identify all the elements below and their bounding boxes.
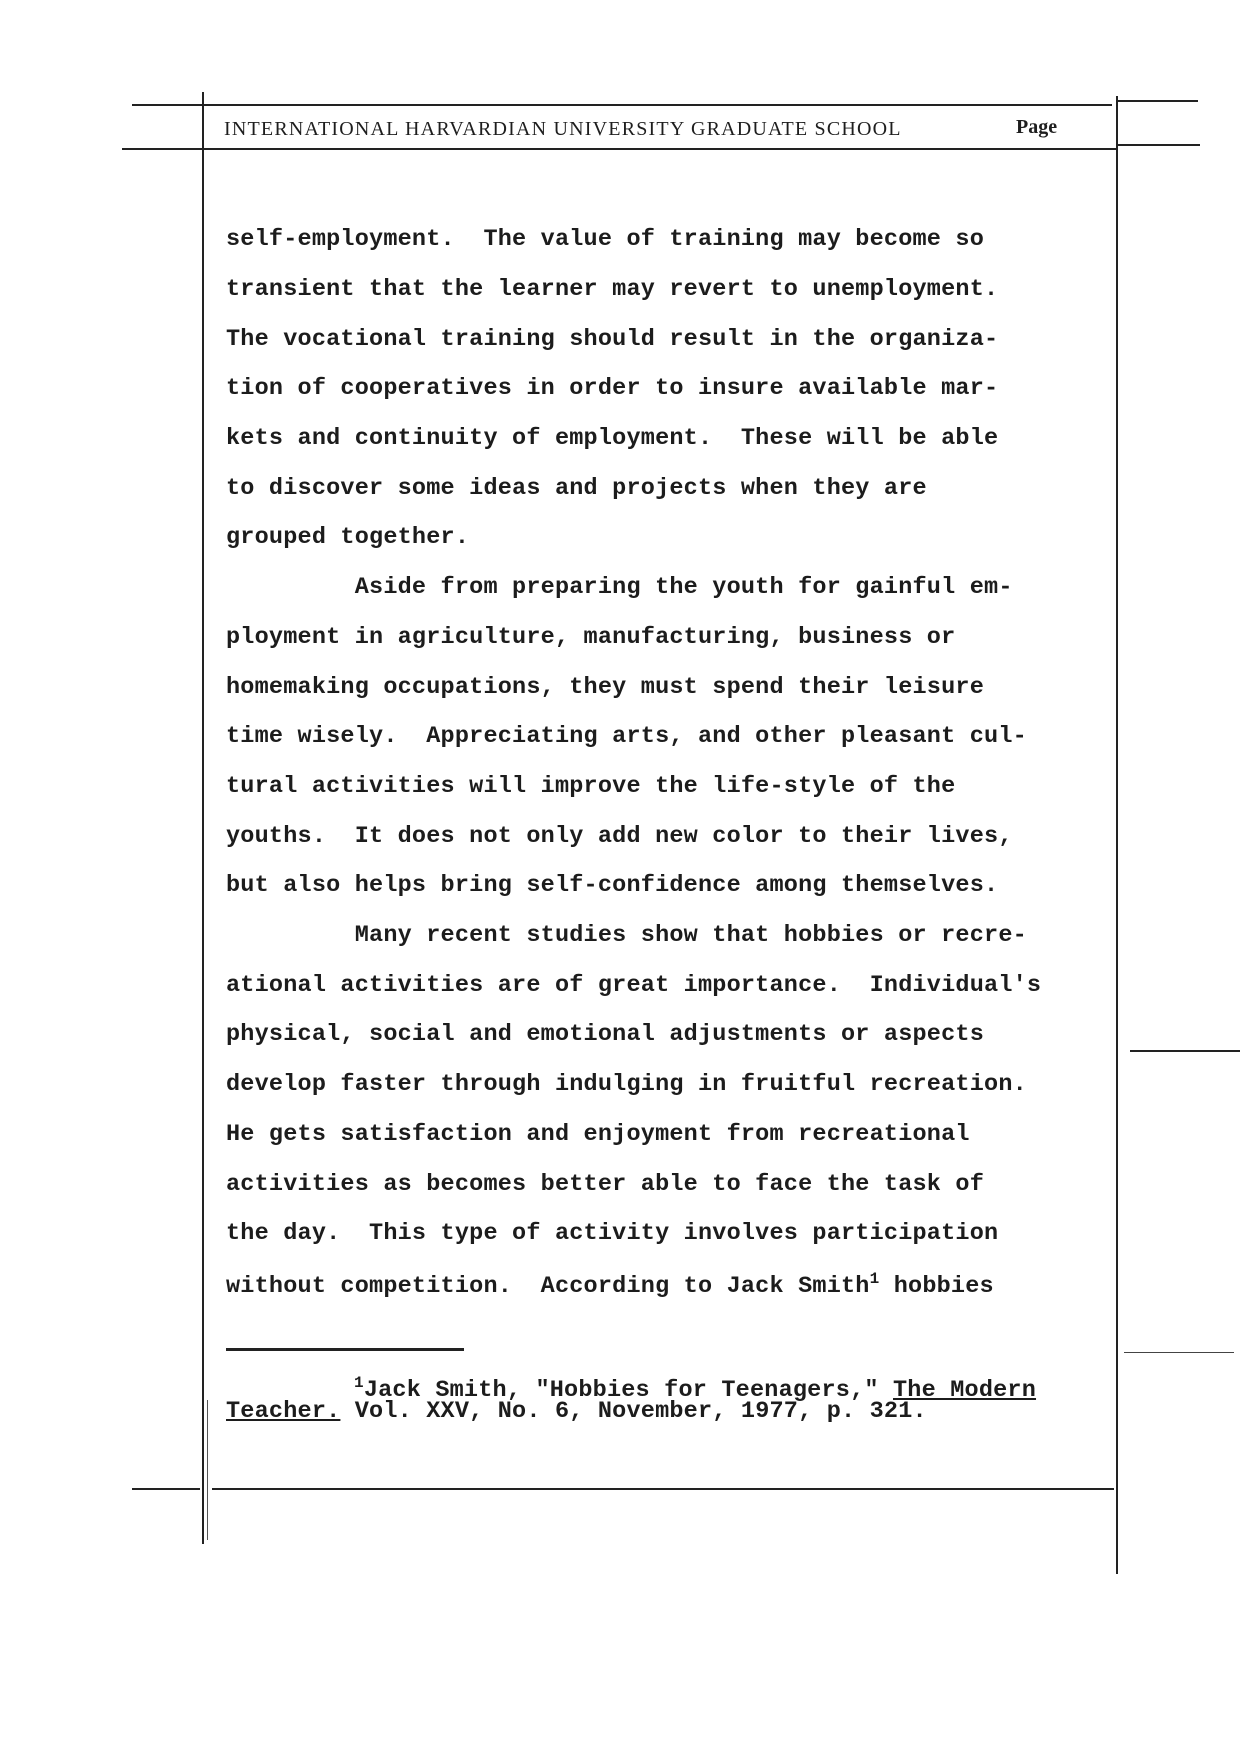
body-line: activities as becomes better able to face the task of: [226, 1171, 985, 1198]
footnote-separator: [226, 1348, 464, 1351]
top-rule-right: [1118, 100, 1198, 102]
top-rule-left: [132, 104, 202, 106]
body-line: He gets satisfaction and enjoyment from recreational: [226, 1121, 970, 1148]
header-title: INTERNATIONAL HARVARDIAN UNIVERSITY GRADUATE SCHOOL: [224, 118, 902, 140]
body-line: grouped together.: [226, 524, 470, 551]
bottom-rule: [212, 1488, 1114, 1490]
footnote-marker: 1: [354, 1374, 364, 1392]
page-label: Page: [1016, 116, 1058, 138]
left-margin-line-inner: [207, 1400, 208, 1540]
footnote-line-2: [226, 1398, 927, 1425]
body-line: develop faster through indulging in fruitful recreation.: [226, 1071, 1027, 1098]
body-line: the day. This type of activity involves participation: [226, 1220, 999, 1247]
body-line-text: without competition. According to Jack Smith: [226, 1272, 870, 1300]
body-line: Many recent studies show that hobbies or recre-: [226, 922, 1027, 949]
body-line: youths. It does not only add new color to their lives,: [226, 823, 1013, 850]
body-line-last: [226, 1270, 994, 1300]
body-line: self-employment. The value of training may become so: [226, 226, 985, 253]
body-line: ational activities are of great importance. Individual's: [226, 972, 1042, 999]
body-line: The vocational training should result in the organiza-: [226, 326, 999, 353]
body-line: to discover some ideas and projects when they are: [226, 475, 927, 502]
header-bottom-rule-right: [1118, 144, 1200, 146]
body-line: time wisely. Appreciating arts, and other pleasant cul-: [226, 723, 1027, 750]
footnote-journal-title: The Modern: [893, 1376, 1037, 1404]
left-margin-line: [202, 92, 204, 1544]
body-line: kets and continuity of employment. These will be able: [226, 425, 999, 452]
body-line: Aside from preparing the youth for gainful em-: [226, 574, 1013, 601]
header-bottom-rule: [122, 148, 1116, 150]
right-side-rule-2: [1124, 1352, 1234, 1353]
footnote-text: Jack Smith, "Hobbies for Teenagers,": [363, 1376, 893, 1404]
body-line: homemaking occupations, they must spend their leisure: [226, 674, 985, 701]
body-line-tail: hobbies: [879, 1272, 994, 1300]
top-rule: [204, 104, 1112, 106]
footnote-citation: Vol. XXV, No. 6, November, 1977, p. 321.: [340, 1398, 927, 1425]
body-line: transient that the learner may revert to unemployment.: [226, 276, 999, 303]
body-line: ployment in agriculture, manufacturing, business or: [226, 624, 956, 651]
body-line: physical, social and emotional adjustments or aspects: [226, 1021, 985, 1048]
right-margin-line: [1116, 96, 1118, 1574]
body-line: but also helps bring self-confidence among themselves.: [226, 872, 999, 899]
right-side-rule: [1130, 1050, 1240, 1052]
footnote-reference: 1: [869, 1270, 880, 1288]
footnote-journal-title-cont: Teacher.: [226, 1398, 341, 1425]
body-line: tion of cooperatives in order to insure available mar-: [226, 375, 999, 402]
body-line: tural activities will improve the life-style of the: [226, 773, 956, 800]
bottom-rule-left: [132, 1488, 200, 1490]
